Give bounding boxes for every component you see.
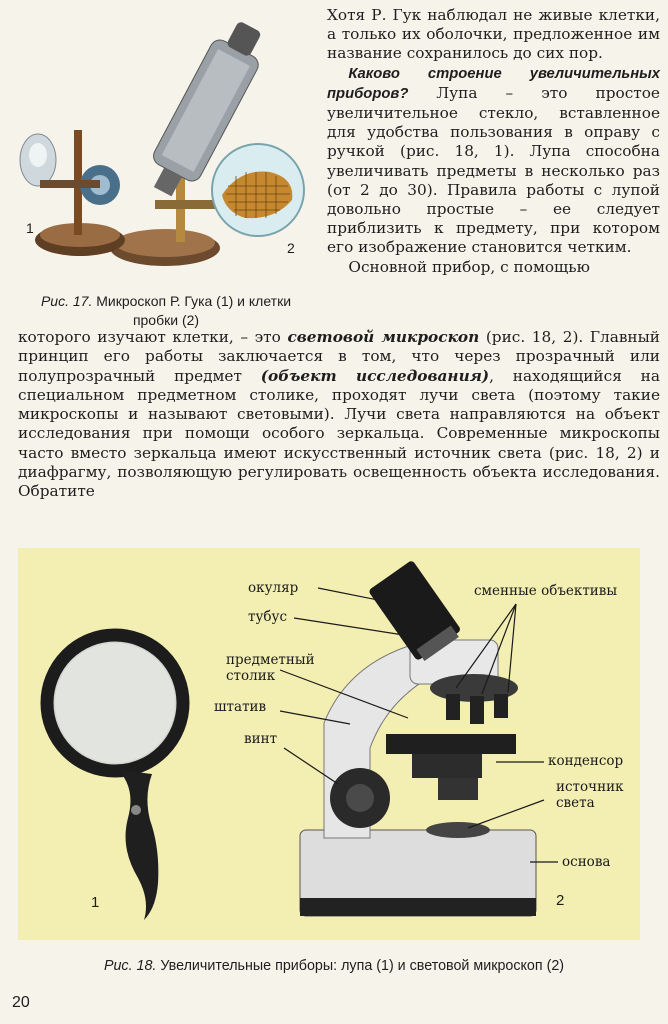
- figure-18: [18, 548, 640, 940]
- label-base: основа: [562, 854, 611, 870]
- label-condenser: конденсор: [548, 753, 624, 769]
- hooke-microscope-illustration: [0, 0, 322, 290]
- label-light-source-line2: света: [556, 795, 595, 811]
- paragraph-microscope-c: , находящийся на специальном предметном столике, проходят лучи света (поэтому такие микроскопы и называют световыми). Лучи света направляются на объект исследования при помощи особого зеркальца. Современные микроскопы часто вместо зеркальца имеют искусственный источник света (рис. 18, 2) и диафрагму, позволяющую регулировать освещенность объекта исследования. Обратите: [18, 366, 660, 501]
- page-number: 20: [12, 994, 30, 1011]
- figure-18-illustration: [18, 548, 640, 940]
- figure-18-caption: [0, 958, 668, 974]
- term-research-object: (объект исследования): [260, 366, 490, 385]
- figure-18-caption-label: Рис. 18.: [103, 958, 157, 974]
- paragraph-magnifier-text: Лупа – это простое увеличительное стекло, вставленное для удобства пользования в оправу с ручкой (рис. 18, 1). Лупа способна увеличивать предметы в несколько раз (от 2 до 30). Правила работы с лупой довольно простые – ее следует приблизить к предмету, при котором его изображение становится четким.: [327, 83, 660, 257]
- paragraph-microscope-a: которого изучают клетки, – это: [18, 328, 288, 346]
- label-stand: штатив: [214, 699, 267, 715]
- figure-17-number-2: 2: [287, 240, 295, 256]
- paragraph-microscope-b: (рис. 18, 2). Главный принцип его работы заключается в том, что через прозрачный или полупрозрачный предмет: [18, 328, 660, 385]
- text-full-width: [18, 328, 660, 502]
- microscope-icon: [300, 560, 536, 916]
- figure-17-caption-line1: Микроскоп Р. Гука (1) и клетки: [96, 293, 292, 309]
- figure-18-number-2: 2: [556, 892, 565, 909]
- section-heading: Каково строение увеличительных приборов?: [327, 65, 660, 102]
- label-ocular: окуляр: [248, 580, 299, 596]
- figure-17: [0, 0, 322, 290]
- figure-18-caption-text: Увеличительные приборы: лупа (1) и световой микроскоп (2): [160, 958, 565, 974]
- label-screw: винт: [244, 731, 278, 747]
- figure-18-number-1: 1: [91, 894, 100, 911]
- label-objectives: сменные объективы: [474, 583, 618, 599]
- label-light-source-line1: источник: [556, 779, 624, 795]
- figure-17-caption-label: Рис. 17.: [40, 293, 93, 309]
- paragraph-magnifier: [327, 64, 660, 258]
- figure-17-caption-line2: пробки (2): [132, 312, 200, 328]
- figure-17-number-1: 1: [26, 220, 34, 236]
- label-stage-line2: столик: [226, 668, 276, 684]
- label-stage-line1: предметный: [226, 652, 315, 668]
- text-column-right: [327, 6, 660, 277]
- figure-17-caption: [10, 292, 322, 330]
- paragraph-hooke: Хотя Р. Гук наблюдал не живые клетки, а только их оболочки, предложенное им название сохранилось до сих пор.: [327, 6, 660, 63]
- label-tube: тубус: [248, 609, 288, 625]
- term-light-microscope: световой микроскоп: [287, 328, 480, 346]
- magnifier-icon: [47, 635, 183, 920]
- paragraph-microscope-start: Основной прибор, с помощью: [348, 257, 590, 276]
